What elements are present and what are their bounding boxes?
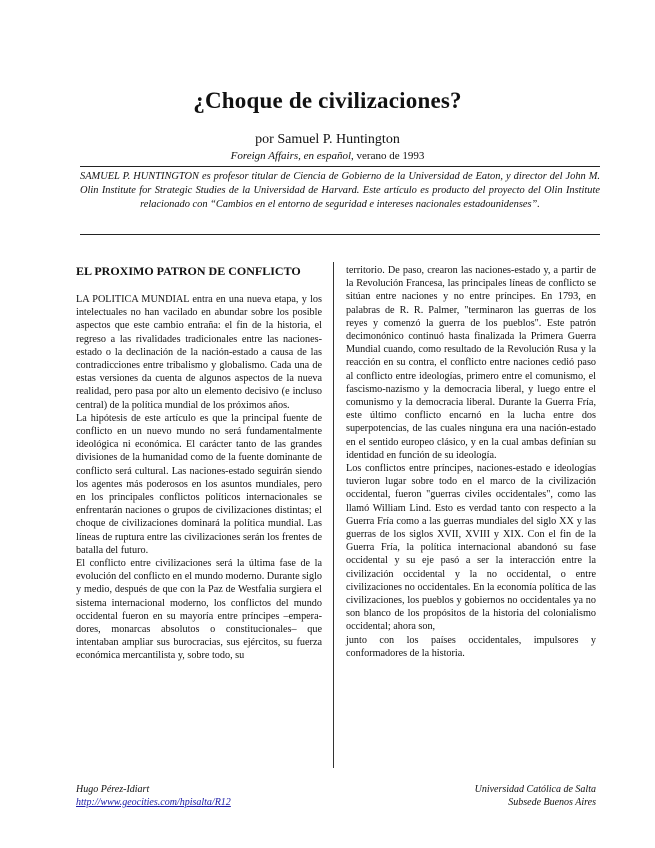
paragraph: territorio. De paso, crearon las naciones-estado y, a partir de la Revolución Francesa, las principales líneas de conflicto se sitúan entre naciones y no entre príncipes. En 1793, en palabras de R. R. Palmer, "terminaron las guerras de los reyes y comenzó la guerra de los pueblos". Este patrón decimonónico continuó hasta finalizada la Primera Guerra Mundial cuando, como resultado de la Revolución Rusa y la reacción en su contra, el conflicto entre naciones cedió paso al conflicto entre ideologías, primero entre el comunismo, el fascismo-nazismo y la democracia liberal, y luego entre el comunismo y la democracia liberal. Durante la Guerra Fría, este último conflicto encarnó en la lucha entre dos superpotencias, de las cuales ninguna era una nación-estado en el sentido europeo clásico, y en la cual ambas definían su identidad en función de su ideología. [346, 265, 596, 461]
paragraph: junto con los países occidentales, impulsores y conformadores de la historia. [346, 634, 596, 659]
publication-name: Foreign Affairs, en español [230, 150, 352, 162]
footer-university: Universidad Católica de Salta [474, 784, 596, 795]
paragraph: LA POLITICA MUNDIAL entra en una nueva etapa, y los intelectuales no han vacilado en abundar sobre los posible aspectos que este cambio entraña: el fin de la historia, el regreso a las rivalidades tradicionales entre las naciones-estado o la declinación de la nación-estado a causa de las contradicciones entre tribalismo y globalismo. Cada una de estas versiones da cuenta de algunos aspectos de la nueva realidad, pero pasa por alto un elemento decisivo (e incluso central) de la política mundial de los próximos años. [76, 294, 322, 411]
left-column [76, 264, 322, 663]
right-column [346, 264, 596, 660]
author-byline: por Samuel P. Huntington [255, 132, 400, 147]
publication-date: , verano de 1993 [351, 150, 425, 162]
section-heading: EL PROXIMO PATRON DE CONFLICTO [76, 264, 301, 278]
paragraph: La hipótesis de este artículo es que la principal fuente de conflicto en un nuevo mundo no será fundamentalmente ideológica ni económica. El carácter tanto de las grandes divisiones de la humanidad como de la fuente dominante de conflicto será cultural. Las naciones-estado seguirán siendo los agentes más poderosos en los asuntos mundiales, pero en los principales conflictos políticos internacionales se enfrentarán naciones o grupos de civilizaciones distintas; el choque de civilizaciones dominará la política mundial. Las líneas de ruptura entre las civilizaciones serán los frentes de batalla del futuro. [76, 412, 322, 556]
abstract-top-rule [80, 166, 600, 167]
column-divider [333, 262, 334, 768]
footer-subsede: Subsede Buenos Aires [508, 797, 596, 808]
paragraph: El conflicto entre civilizaciones será la última fase de la evolución del conflicto en el mundo moderno. Durante siglo y medio, después de que con la Paz de Westfalia surgiera el sistema internacional moderno, los conflictos del mundo occidental fueron en su mayoría entre príncipes –empera-dores, monarcas absolutos o constitucionales– que intentaban ampliar sus burocracias, sus ejércitos, su fuerza económica mercantilista y, sobre todo, su [76, 558, 322, 662]
footer-url-link[interactable]: http://www.geocities.com/hpisalta/R12 [76, 797, 231, 808]
paragraph: Los conflictos entre príncipes, naciones-estado e ideologías tuvieron lugar sobre todo en el marco de la civilización occidental, fueron "guerras civiles occidentales", como las llamó William Lind. Esto es verdad tanto con respecto a la Guerra Fría como a las guerras mundiales del siglo XX y las guerras de los siglos XVII, XVIII y XIX. Con el fin de la Guerra Fría, la política internacional abandonó su fase occidental y su eje pasó a ser la interacción entre la civilización occidental y la no occidental, o entre civilizaciones no occidentales. En la economía política de las civilizaciones, los pueblos y gobiernos no occidentales ya no son blanco de los propósitos de la historia del colonialismo occidental; ahora son, [346, 463, 596, 633]
abstract-bottom-rule [80, 234, 600, 235]
author-abstract: SAMUEL P. HUNTINGTON es profesor titular de Ciencia de Gobierno de la Universidad de Eaton, y director del John M. Olin Institute for Strategic Studies de la Universidad de Harvard. Este artículo es producto del proyecto del Olin Institute relacionado con “Cambios en el entorno de seguridad e intereses nacionales estadounidenses”. [80, 171, 600, 210]
publication-source [0, 150, 655, 162]
document-title: ¿Choque de civilizaciones? [193, 88, 462, 113]
footer-author: Hugo Pérez-Idiart [76, 784, 150, 795]
